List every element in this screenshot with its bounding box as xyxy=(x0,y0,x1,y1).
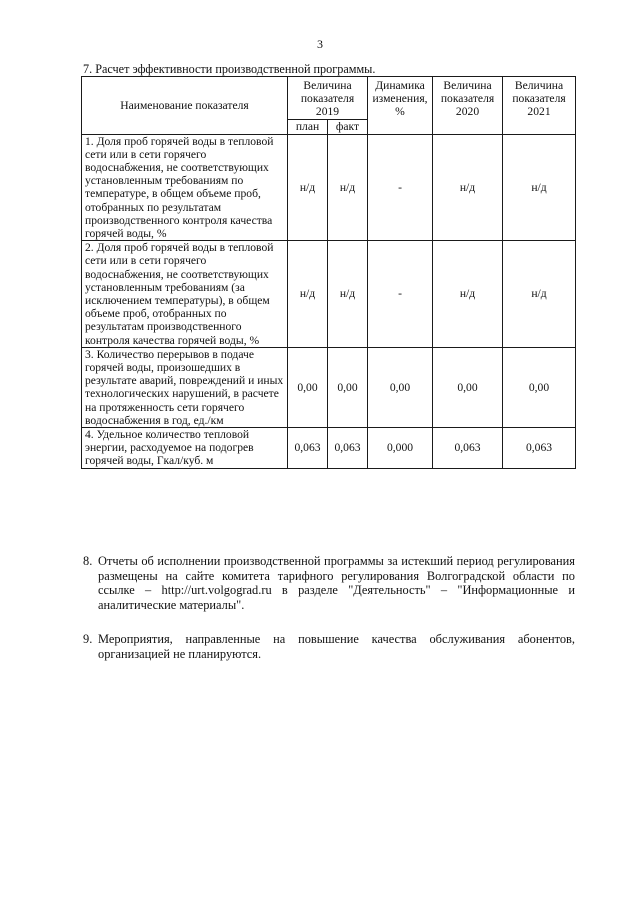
table-row xyxy=(82,241,576,348)
page-number: 3 xyxy=(317,37,323,51)
paragraph-9 xyxy=(83,632,575,661)
indicator-name: 4. Удельное количество тепловой энергии, расходуемое на подогрев горячей воды, Гкал/куб. м xyxy=(82,428,288,469)
fact-value: н/д xyxy=(328,134,368,241)
value-2021: 0,063 xyxy=(503,428,576,469)
plan-value: н/д xyxy=(288,134,328,241)
header-plan: план xyxy=(288,119,328,134)
header-fact: факт xyxy=(328,119,368,134)
efficiency-table xyxy=(81,76,576,469)
paragraph-text: Отчеты об исполнении производственной программы за истекший период регулирования размещены на сайте комитета тарифного регулирования Волгоградской области по ссылке – http://urt.volgograd.ru в разделе "Деятельность" – "Информационные и аналитические материалы". xyxy=(98,554,575,612)
dynamics-value: 0,000 xyxy=(368,428,433,469)
fact-value: 0,063 xyxy=(328,428,368,469)
value-2021: 0,00 xyxy=(503,347,576,427)
section-title: 7. Расчет эффективности производственной программы. xyxy=(83,62,376,76)
paragraph-8 xyxy=(83,554,575,612)
header-dynamics: Динамика изменения, % xyxy=(368,77,433,135)
paragraph-number: 9. xyxy=(83,632,93,646)
value-2020: 0,00 xyxy=(433,347,503,427)
dynamics-value: 0,00 xyxy=(368,347,433,427)
header-value-2020: Величина показателя 2020 xyxy=(433,77,503,135)
indicator-name: 3. Количество перерывов в подаче горячей воды, произошедших в результате аварий, повреждений и иных технологических нарушений, в расчете на протяженность сети горячего водоснабжения в год, ед./км xyxy=(82,347,288,427)
dynamics-value: - xyxy=(368,241,433,348)
table-header-row xyxy=(82,77,576,120)
plan-value: 0,063 xyxy=(288,428,328,469)
paragraph-number: 8. xyxy=(83,554,93,568)
value-2020: н/д xyxy=(433,241,503,348)
value-2021: н/д xyxy=(503,241,576,348)
header-indicator-name: Наименование показателя xyxy=(82,77,288,135)
paragraph-text: Мероприятия, направленные на повышение качества обслуживания абонентов, организацией не планируются. xyxy=(98,632,575,661)
table-row xyxy=(82,428,576,469)
value-2020: н/д xyxy=(433,134,503,241)
plan-value: 0,00 xyxy=(288,347,328,427)
table-row xyxy=(82,347,576,427)
table-row xyxy=(82,134,576,241)
fact-value: 0,00 xyxy=(328,347,368,427)
value-2021: н/д xyxy=(503,134,576,241)
plan-value: н/д xyxy=(288,241,328,348)
header-value-2019: Величина показателя 2019 xyxy=(288,77,368,120)
fact-value: н/д xyxy=(328,241,368,348)
value-2020: 0,063 xyxy=(433,428,503,469)
header-value-2021: Величина показателя 2021 xyxy=(503,77,576,135)
dynamics-value: - xyxy=(368,134,433,241)
indicator-name: 1. Доля проб горячей воды в тепловой сети или в сети горячего водоснабжения, не соответствующих установленным требованиям по температуре, в общем объеме проб, отобранных по результатам производственного контроля качества горячей воды, % xyxy=(82,134,288,241)
indicator-name: 2. Доля проб горячей воды в тепловой сети или в сети горячего водоснабжения, не соответствующих установленным требованиям (за исключением температуры), в общем объеме проб, отобранных по результатам производственного контроля качества горячей воды, % xyxy=(82,241,288,348)
